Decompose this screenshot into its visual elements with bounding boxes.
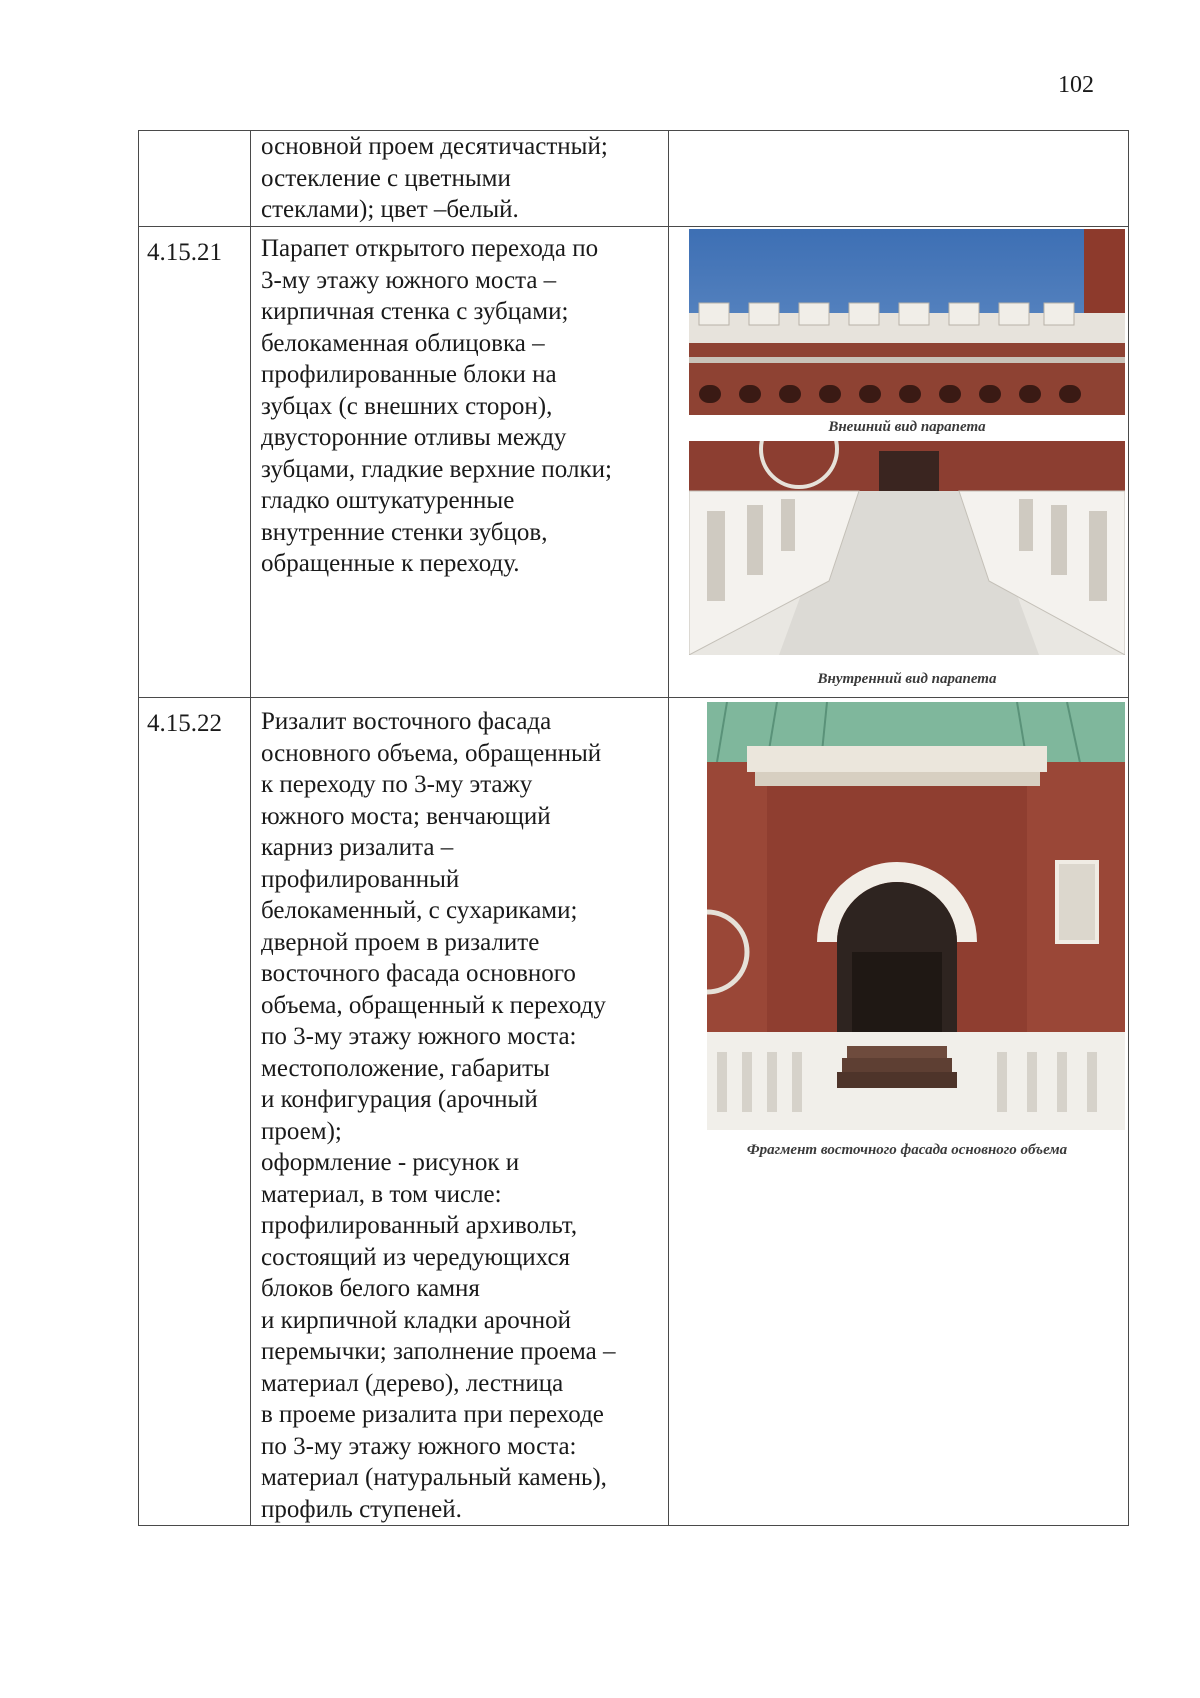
description-cell [251, 227, 669, 698]
table-row [139, 698, 1129, 1526]
photo-cell [669, 698, 1129, 1526]
description-cell [251, 131, 669, 227]
photo-cell [669, 131, 1129, 227]
item-number-cell [139, 227, 251, 698]
item-number-cell [139, 698, 251, 1526]
item-number-cell [139, 131, 251, 227]
table-row [139, 227, 1129, 698]
item-description: Парапет открытого перехода по 3-му этажу южного моста – кирпичная стенка с зубцами; белокаменная облицовка – профилированные блоки на зубцах (с внешних сторон), двусторонние отливы между зубцами, гладкие верхние полки; гладко оштукатуренные внутренние стенки зубцов, обращенные к переходу. [261, 235, 612, 577]
photo-cell [669, 227, 1129, 698]
photo-caption: Внешний вид парапета [828, 419, 986, 435]
item-description: Ризалит восточного фасада основного объема, обращенный к переходу по 3-му этажу южного моста; венчающий карниз ризалита – профилированный белокаменный, с сухариками; дверной проем в ризалите восточного фасада основного объема, обращенный к переходу по 3-му этажу южного моста: местоположение, габариты и конфигурация (арочный проем); оформление - рисунок и материал, в том числе: профилированный архивольт, состоящий из чередующихся блоков белого камня и кирпичной кладки арочной перемычки; заполнение проема – материал (дерево), лестница в проеме ризалита при переходе по 3-му этажу южного моста: материал (натуральный камень), профиль ступеней. [261, 708, 616, 1523]
description-cell [251, 698, 669, 1526]
table-row [139, 131, 1129, 227]
photo-caption: Внутренний вид парапета [817, 671, 997, 687]
item-description: основной проем десятичастный; остекление с цветными стеклами); цвет –белый. [261, 133, 608, 223]
parapet-interior-photo [689, 441, 1125, 655]
item-number: 4.15.21 [147, 239, 222, 266]
parapet-exterior-photo [689, 229, 1125, 415]
item-number: 4.15.22 [147, 710, 222, 737]
heritage-elements-table [138, 130, 1129, 1526]
photo-caption: Фрагмент восточного фасада основного объема [746, 1142, 1068, 1158]
page-number: 102 [1058, 72, 1094, 98]
east-facade-photo [707, 702, 1125, 1130]
